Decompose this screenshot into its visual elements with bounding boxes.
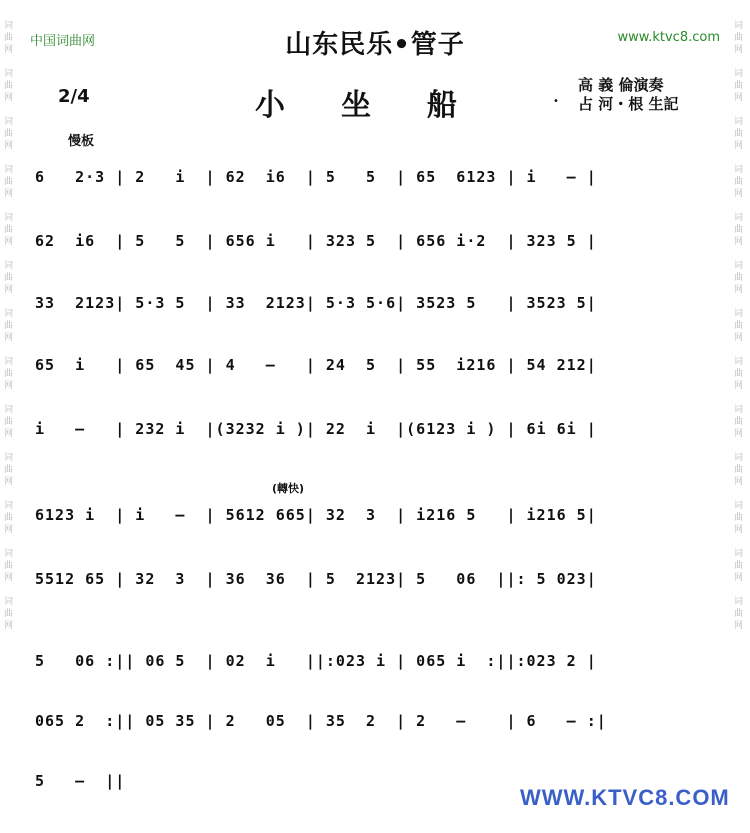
credits-notation: 占 河・根 生記 bbox=[578, 95, 679, 113]
credits-performer: 高 義 倫演奏 bbox=[578, 76, 664, 94]
score-line: 6123 i | i — | 5612 665| 32 3 | i216 5 | i216 5| bbox=[35, 506, 597, 524]
score-line: i — | 232 i |(3232 i )| 22 i |(6123 i ) | 6i 6i | bbox=[35, 420, 597, 438]
tempo-marking: 慢板 bbox=[68, 134, 95, 149]
song-title: 小坐船 bbox=[255, 88, 513, 123]
page-title: 山东民乐•管子 bbox=[285, 30, 465, 60]
bottom-site-watermark[interactable]: WWW.KTVC8.COM bbox=[520, 785, 730, 810]
score-line: 5512 65 | 32 3 | 36 36 | 5 2123| 5 06 ||: 5 023| bbox=[35, 570, 597, 588]
credits bbox=[578, 76, 678, 114]
score-line: 065 2 :|| 05 35 | 2 05 | 35 2 | 2 — | 6 — :| bbox=[35, 712, 607, 730]
score-line: 5 — || bbox=[35, 772, 126, 790]
tempo-change-marking: (轉快) bbox=[272, 482, 305, 495]
score-line: 33 2123| 5·3 5 | 33 2123| 5·3 5·6| 3523 5 | 3523 5| bbox=[35, 294, 597, 312]
score-line: 65 i | 65 45 | 4 — | 24 5 | 55 i216 | 54 212| bbox=[35, 356, 597, 374]
time-signature: 2/4 bbox=[58, 86, 90, 107]
site-name-left[interactable]: 中国词曲网 bbox=[30, 34, 96, 49]
credit-dot: • bbox=[553, 96, 559, 107]
side-watermark-left: 词 曲 网 词 曲 网 词 曲 网 词 曲 网 词 曲 网 词 曲 网 词 曲 网 词 曲 网 词 曲 网 词 曲 网 词 曲 网 词 曲 网 词 曲 网 bbox=[4, 21, 14, 631]
side-watermark-right: 词 曲 网 词 曲 网 词 曲 网 词 曲 网 词 曲 网 词 曲 网 词 曲 网 词 曲 网 词 曲 网 词 曲 网 词 曲 网 词 曲 网 词 曲 网 bbox=[734, 21, 744, 631]
site-url-right[interactable]: www.ktvc8.com bbox=[617, 30, 720, 45]
score-line: 5 06 :|| 06 5 | 02 i ||:023 i | 065 i :||:023 2 | bbox=[35, 652, 597, 670]
score-line: 6 2·3 | 2 i | 62 i6 | 5 5 | 65 6123 | i — | bbox=[35, 168, 597, 186]
score-line: 62 i6 | 5 5 | 656 i | 323 5 | 656 i·2 | 323 5 | bbox=[35, 232, 597, 250]
